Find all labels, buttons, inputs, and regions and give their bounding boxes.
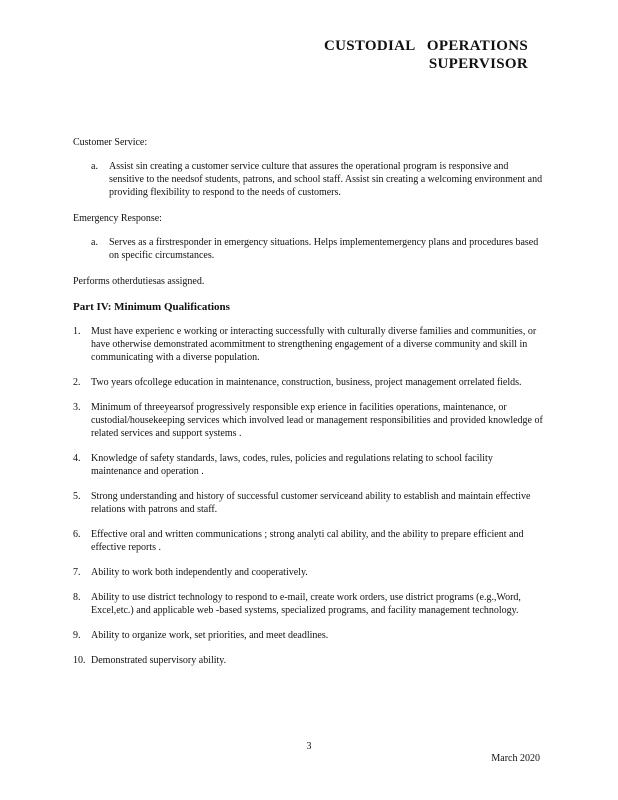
qualification-text: Ability to use district technology to respond to e-mail, create work orders, use district programs (e.g.,Word, Excel,etc.) and applicable web -based systems, specialized programs, and facility management technology. <box>91 592 521 616</box>
qualification-number: 2. <box>73 377 81 388</box>
qualification-text: Minimum of threeyearsof progressively responsible exp erience in facilities operations, maintenance, or custodial/housekeeping services which involved lead or management responsibilities and provided knowledge of related services and support systems . <box>91 402 543 439</box>
part-iv-heading: Part IV: Minimum Qualifications <box>73 301 230 313</box>
item-marker: a. <box>91 237 98 248</box>
qualification-text: Strong understanding and history of successful customer serviceand ability to establish and maintain effective relations with patrons and staff. <box>91 491 531 515</box>
title-line-1: CUSTODIAL OPERATIONS <box>323 38 528 54</box>
qualification-item <box>73 325 543 364</box>
customer-service-heading: Customer Service: <box>73 137 148 148</box>
item-marker: a. <box>91 161 98 172</box>
qualification-text: Ability to organize work, set priorities, and meet deadlines. <box>91 630 329 641</box>
qualification-item <box>73 591 543 617</box>
customer-service-item <box>73 160 543 199</box>
emergency-response-heading: Emergency Response: <box>73 213 162 224</box>
qualification-number: 8. <box>73 592 81 603</box>
qualification-number: 1. <box>73 326 81 337</box>
qualification-item <box>73 452 543 478</box>
title-line-2: SUPERVISOR <box>428 56 528 72</box>
qualification-number: 10. <box>73 655 86 666</box>
document-title <box>324 37 528 73</box>
footer-date: March 2020 <box>491 753 540 764</box>
qualification-item <box>73 654 543 667</box>
qualification-number: 9. <box>73 630 81 641</box>
qualification-number: 3. <box>73 402 81 413</box>
qualification-text: Two years ofcollege education in maintenance, construction, business, project management orrelated fields. <box>91 377 522 388</box>
qualification-item <box>73 566 543 579</box>
emergency-response-item <box>73 236 543 262</box>
document-body <box>73 136 543 679</box>
qualification-item <box>73 528 543 554</box>
qualification-number: 4. <box>73 453 81 464</box>
item-text: Serves as a firstresponder in emergency situations. Helps implementemergency plans and procedures based on specific circumstances. <box>109 237 539 261</box>
qualifications-list <box>73 325 543 667</box>
qualification-item <box>73 629 543 642</box>
qualification-item <box>73 490 543 516</box>
qualification-text: Effective oral and written communications ; strong analyti cal ability, and the ability to prepare efficient and effective reports . <box>91 529 524 553</box>
item-text: Assist sin creating a customer service culture that assures the operational program is responsive and sensitive to the needsof students, patrons, and school staff. Assist sin creating a welcoming environment and providing flexibility to respond to the needs of customers. <box>109 161 543 198</box>
qualification-item <box>73 376 543 389</box>
page-number: 3 <box>306 741 312 752</box>
qualification-text: Ability to work both independently and cooperatively. <box>91 567 308 578</box>
other-duties-line: Performs otherdutiesas assigned. <box>73 276 205 287</box>
qualification-number: 6. <box>73 529 81 540</box>
qualification-text: Demonstrated supervisory ability. <box>91 655 227 666</box>
qualification-text: Must have experienc e working or interacting successfully with culturally diverse families and communities, or have otherwise demonstrated acommitment to strengthening engagement of a diverse community and skill in communicating with a diverse population. <box>91 326 537 363</box>
qualification-number: 5. <box>73 491 81 502</box>
qualification-text: Knowledge of safety standards, laws, codes, rules, policies and regulations relating to school facility maintenance and operation . <box>91 453 493 477</box>
qualification-item <box>73 401 543 440</box>
qualification-number: 7. <box>73 567 81 578</box>
